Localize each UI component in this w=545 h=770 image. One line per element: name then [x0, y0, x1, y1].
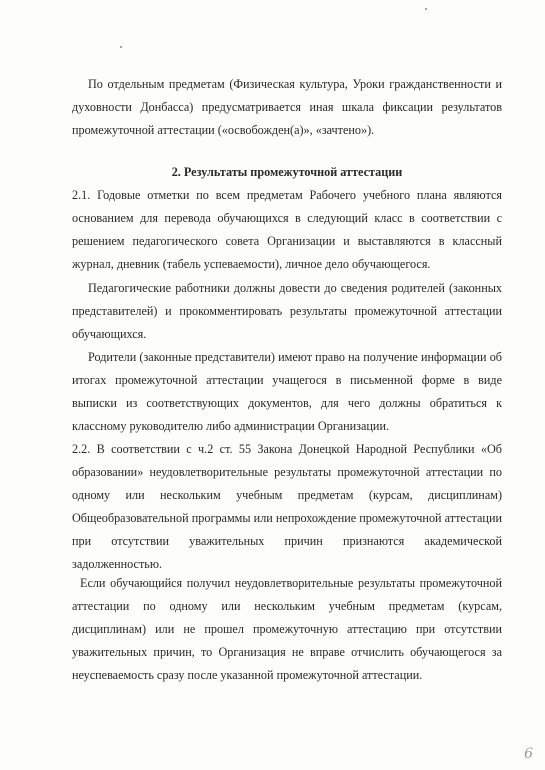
- scan-speck: [120, 46, 122, 48]
- paragraph-2-2: 2.2. В соответствии с ч.2 ст. 55 Закона Донецкой Народной Республики «Об образовании» неудовлетворительные результаты промежуточной аттестации по одному или нескольким учебным предметам (курсам, дисциплинам) Общеобразовательной программы или непрохождение промежуточной аттестации при отсутствии уважительных причин признаются академической задолженностью.: [72, 442, 502, 571]
- section-heading: 2. Результаты промежуточной аттестации: [171, 165, 403, 179]
- paragraph-6: Если обучающийся получил неудовлетворительные результаты промежуточной аттестации по одному или нескольким учебным предметам (курсам, дисциплинам) или не прошел промежуточную аттестацию при отсутствии уважительных причин, то Организация не вправе отчислить обучающегося за неуспеваемость сразу после указанной промежуточной аттестации.: [72, 576, 502, 682]
- paragraph-2-1: 2.1. Годовые отметки по всем предметам Рабочего учебного плана являются основанием для перевода обучающихся в следующий класс в соответствии с решением педагогического совета Организации и выставляются в классный журнал, дневник (табель успеваемости), личное дело обучающегося.: [72, 188, 502, 271]
- paragraph-1-block: [72, 73, 502, 142]
- paragraph-3-block: [72, 277, 502, 346]
- section-2-block: [72, 161, 502, 276]
- paragraph-6-block: [72, 572, 502, 687]
- paragraph-4: Родители (законные представители) имеют право на получение информации об итогах промежуточной аттестации учащегося в письменной форме в виде выписки из соответствующих документов, для чего должны обратиться к классному руководителю либо администрации Организации.: [72, 350, 502, 433]
- page-number: 6: [524, 746, 533, 762]
- paragraph-4-block: [72, 346, 502, 438]
- paragraph-1: По отдельным предметам (Физическая культура, Уроки гражданственности и духовности Донбасса) предусматривается иная шкала фиксации результатов промежуточной аттестации («освобожден(а)», «зачтено»).: [72, 77, 502, 137]
- scan-speck: [425, 8, 427, 10]
- paragraph-5-block: [72, 438, 502, 576]
- paragraph-3: Педагогические работники должны довести до сведения родителей (законных представителей) и прокомментировать результаты промежуточной аттестации обучающихся.: [72, 281, 502, 341]
